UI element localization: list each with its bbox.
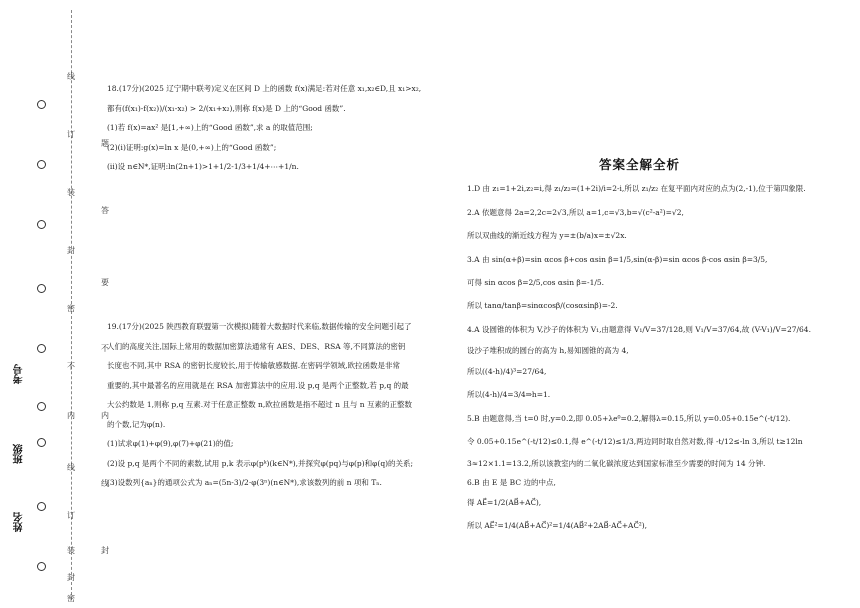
- question-19-line: 人们的高度关注,国际上常用的数据加密算法通常有 AES、DES、RSA 等,不同算法的密钥: [107, 341, 406, 351]
- binding-char-inner: 内: [101, 411, 109, 420]
- binding-char: 装: [67, 546, 75, 555]
- binding-margin: [0, 0, 109, 608]
- binding-char: 订: [67, 511, 75, 520]
- answer-line: 6.B 由 E 是 BC 边的中点,: [467, 478, 556, 487]
- exam-number-field: 考号: [14, 364, 25, 384]
- binding-char: 订: [67, 130, 75, 139]
- question-18-line: (2)(i)证明:g(x)=ln x 是(0,+∞)上的“Good 函数”;: [107, 142, 277, 152]
- binding-hole: [37, 344, 46, 353]
- binding-char: 封: [67, 573, 75, 582]
- question-19-line: 的个数,记为φ(n).: [107, 419, 166, 429]
- question-19-line: 重要的,其中最著名的应用就是在 RSA 加密算法中的应用.设 p,q 是两个正整数,若 p,q 的最: [107, 380, 409, 390]
- question-18-line: (ii)设 n∈N*,证明:ln(2n+1)>1+1/2-1/3+1/4+⋯+1/n.: [107, 162, 299, 171]
- answer-line: 设沙子堆积成的圆台的高为 h,易知圆锥的高为 4,: [467, 346, 629, 355]
- binding-hole: [37, 284, 46, 293]
- answer-line: 所以 AE⃗²=1/4(AB⃗+AC⃗)²=1/4(AB⃗²+2AB⃗·AC⃗+AC⃗²),: [467, 521, 648, 530]
- binding-hole: [37, 220, 46, 229]
- binding-char-inner: 答: [101, 206, 109, 215]
- answer-line: 令 0.05+0.15e^(-t/12)≤0.1,得 e^(-t/12)≤1/3,两边同时取自然对数,得 -t/12≤-ln 3,所以 t≥12ln: [467, 437, 803, 446]
- answer-line: 3≈12×1.1=13.2,所以该教室内的二氧化碳浓度达到国家标准至少需要的时间为 14 分钟.: [467, 459, 766, 468]
- binding-hole: [37, 160, 46, 169]
- question-19-line: 19.(17分)(2025 陕西教育联盟第一次模拟)随着大数据时代来临,数据传输的安全问题引起了: [107, 322, 412, 331]
- binding-char: 线: [67, 72, 75, 81]
- question-18-line: 18.(17分)(2025 辽宁期中联考)定义在区间 D 上的函数 f(x)满足:若对任意 x₁,x₂∈D,且 x₁>x₂,: [107, 84, 422, 93]
- answers-title: 答案全解全析: [599, 157, 681, 172]
- answer-line: 所以 tanα/tanβ=sinαcosβ/(cosαsinβ)=-2.: [467, 301, 618, 310]
- question-19-line: 长度也不同,其中 RSA 的密钥长度较长,用于传输敏感数据.在密码学领域,欧拉函数是非常: [107, 361, 401, 370]
- binding-char: 内: [67, 411, 75, 420]
- answer-line: 所以((4-h)/4)³=27/64,: [467, 367, 547, 376]
- binding-hole: [37, 402, 46, 411]
- question-19-line: (2)设 p,q 是两个不同的素数,试用 p,k 表示φ(pᵏ)(k∈N*),并探究φ(pq)与φ(p)和φ(q)的关系;: [107, 458, 414, 468]
- question-19-line: (1)试求φ(1)+φ(9),φ(7)+φ(21)的值;: [107, 439, 234, 448]
- binding-char: 封: [67, 246, 75, 255]
- answer-line: 得 AE⃗=1/2(AB⃗+AC⃗),: [467, 498, 542, 507]
- binding-hole: [37, 502, 46, 511]
- answer-line: 2.A 依题意得 2a=2,2c=2√3,所以 a=1,c=√3,b=√(c²-a²)=√2,: [467, 208, 684, 217]
- answer-line: 4.A 设圆锥的体积为 V,沙子的体积为 V₁,由题意得 V₁/V=37/128,则 V₁/V=37/64,故 (V-V₁)/V=27/64.: [467, 325, 811, 334]
- binding-hole: [37, 562, 46, 571]
- question-19: [107, 317, 413, 493]
- binding-char: 密: [67, 304, 75, 313]
- binding-char: 装: [67, 188, 75, 197]
- answer-line: 3.A 由 sin(α+β)=sin αcos β+cos αsin β=1/5,sin(α-β)=sin αcos β-cos αsin β=3/5,: [467, 255, 768, 264]
- question-19-line: 大公约数是 1,则称 p,q 互素.对于任意正整数 n,欧拉函数是指不超过 n 且与 n 互素的正整数: [107, 400, 412, 409]
- class-field: 班级: [14, 444, 25, 464]
- question-19-line: (3)设数列{aₙ}的通项公式为 aₙ=(5n-3)/2·φ(3ⁿ)(n∈N*),求该数列的前 n 项和 Tₙ.: [107, 478, 382, 487]
- question-18-line: (1)若 f(x)=ax² 是[1,+∞)上的“Good 函数”,求 a 的取值范围;: [107, 123, 313, 132]
- binding-char-inner: 不: [101, 344, 109, 353]
- answer-line: 所以(4-h)/4=3/4⇒h=1.: [467, 390, 551, 399]
- name-field: 姓名: [14, 512, 25, 532]
- answer-line: 所以双曲线的渐近线方程为 y=±(b/a)x=±√2x.: [467, 231, 627, 240]
- binding-char-inner: 封: [101, 546, 109, 555]
- answer-line: 可得 sin αcos β=2/5,cos αsin β=-1/5.: [467, 278, 605, 287]
- binding-char-inner: 题: [101, 139, 109, 148]
- binding-hole: [37, 438, 46, 447]
- answer-line: 1.D 由 z₁=1+2i,z₂=i,得 z₁/z₂=(1+2i)/i=2-i,所以 z₁/z₂ 在复平面内对应的点为(2,-1),位于第四象限.: [467, 184, 806, 193]
- question-18-line: 都有(f(x₁)-f(x₂))/(x₁-x₂) > 2/(x₁+x₂),则称 f(x)是 D 上的“Good 函数”.: [107, 103, 346, 113]
- binding-char: 线: [67, 463, 75, 472]
- binding-hole: [37, 100, 46, 109]
- answer-line: 5.B 由题意得,当 t=0 时,y=0.2,即 0.05+λe⁰=0.2,解得λ=0.15,所以 y=0.05+0.15e^(-t/12).: [467, 414, 791, 423]
- binding-char-inner: 线: [101, 479, 109, 488]
- question-18: [107, 79, 421, 177]
- binding-char: 不: [67, 362, 75, 371]
- binding-char-inner: 要: [101, 278, 109, 287]
- binding-char: 密: [67, 594, 75, 603]
